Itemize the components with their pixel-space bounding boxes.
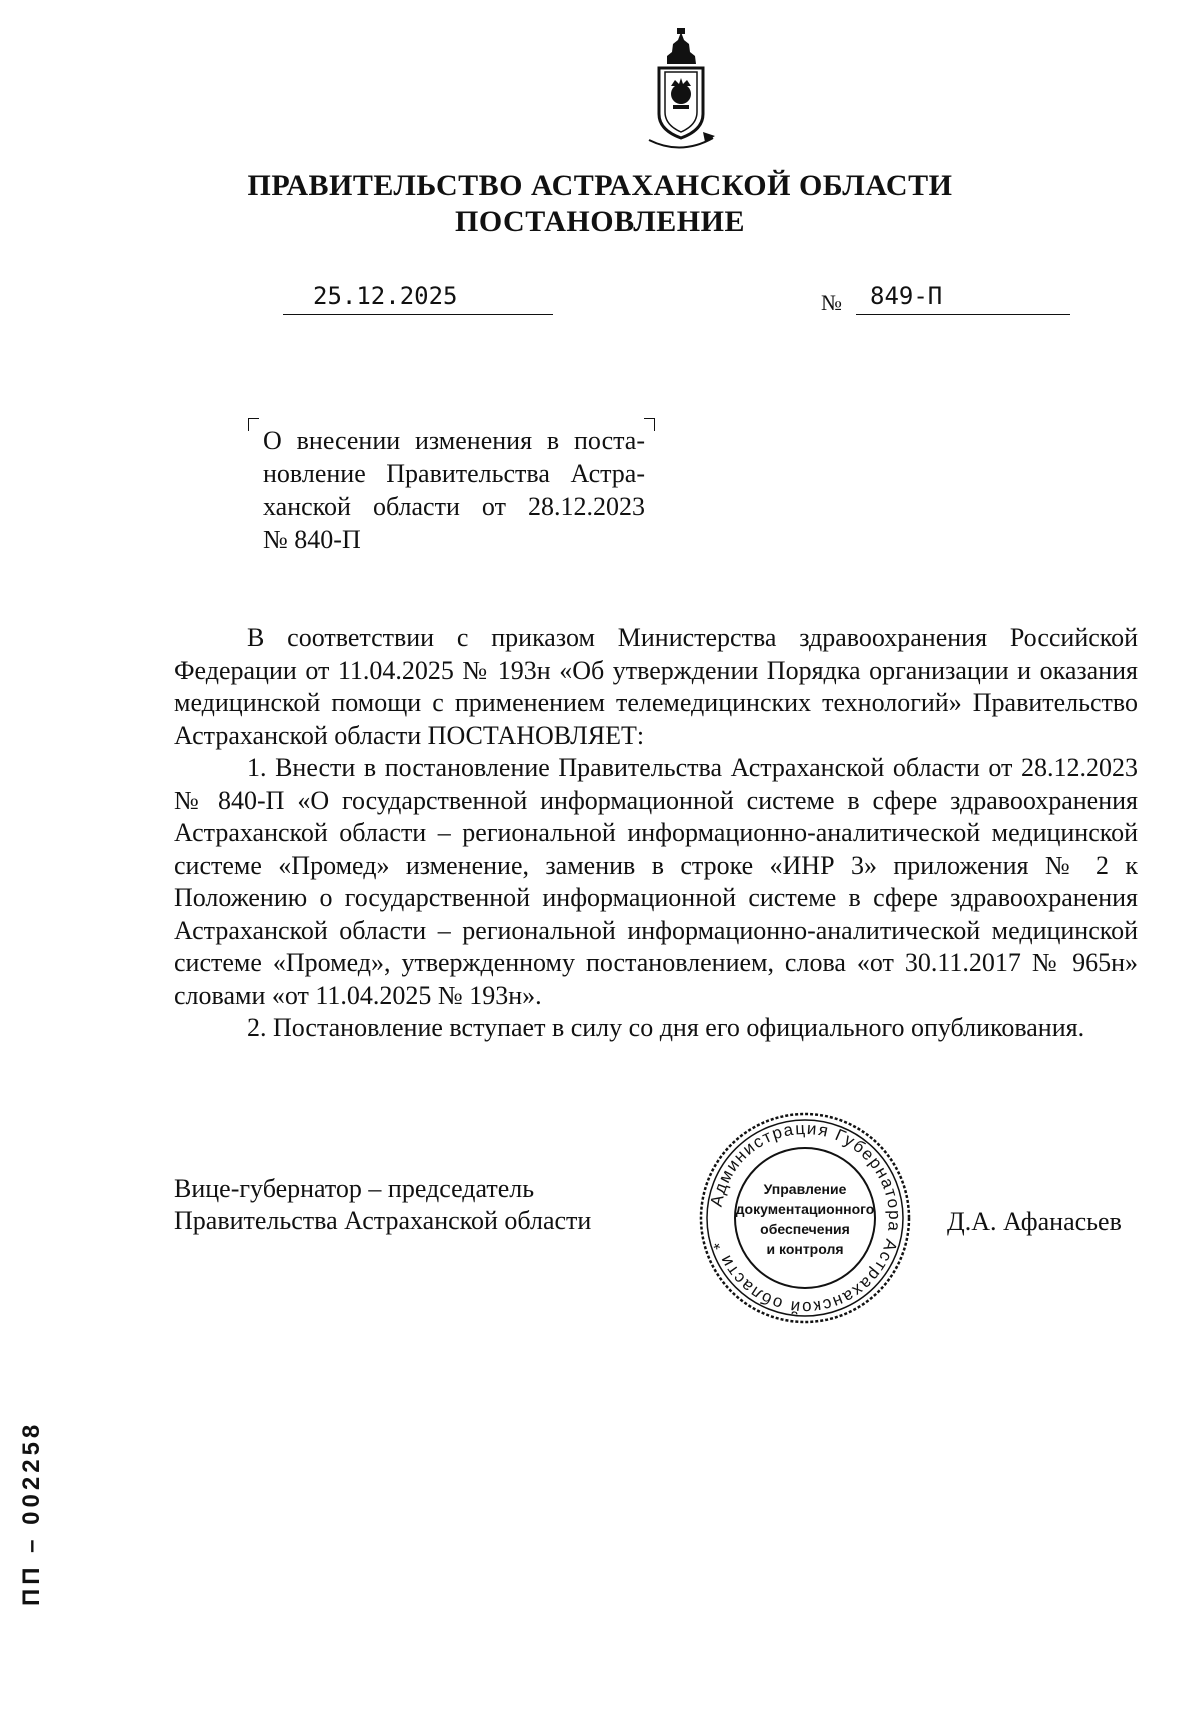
signatory-name: Д.А. Афанасьев (947, 1207, 1122, 1236)
stamp-center-line: и контроля (766, 1241, 844, 1257)
subject-line: новление Правительства Астра- (263, 459, 645, 488)
subject-corner-right (644, 418, 655, 431)
coat-of-arms-icon (643, 28, 719, 152)
stamp-center-line: документационного (735, 1201, 875, 1217)
position-line: Вице-губернатор – председатель (174, 1174, 535, 1203)
organization-title: ПРАВИТЕЛЬСТВО АСТРАХАНСКОЙ ОБЛАСТИ (247, 169, 953, 202)
stamp-center-line: обеспечения (760, 1221, 850, 1237)
date-field (283, 282, 553, 315)
document-date: 25.12.2025 (313, 282, 458, 310)
position-line: Правительства Астраханской области (174, 1206, 592, 1235)
item-1-paragraph: 1. Внести в постановление Правительства Астраханской области от 28.12.2023 № 840-П «О государственной информационной системе в сфере здравоохранения Астраханской области – региональной информационно-аналитической медицинской системе «Промед» изменение, заменив в строке «ИНР 3» приложения № 2 к Положению о государственной информационной системе в сфере здравоохранения Астраханской области – региональной информационно-аналитической медицинской системе «Промед», утвержденному постановлением, слова «от 30.11.2017 № 965н» словами «от 11.04.2025 № 193н». (174, 753, 1138, 1010)
number-sign: № (821, 290, 842, 315)
document-number: 849-П (870, 282, 943, 310)
subject-line: № 840-П (263, 525, 361, 554)
document-type: ПОСТАНОВЛЕНИЕ (455, 205, 745, 238)
item-2-paragraph: 2. Постановление вступает в силу со дня его официального опубликования. (247, 1013, 1085, 1042)
subject-line: ханской области от 28.12.2023 (263, 492, 645, 521)
document-body (174, 622, 1138, 1045)
subject-line: О внесении изменения в поста- (263, 426, 645, 455)
number-field (856, 282, 1070, 315)
stamp-ring-text: Администрация Губернатора Астраханской области * (706, 1118, 905, 1318)
signatory-position (174, 1173, 591, 1237)
official-stamp (697, 1110, 913, 1326)
stamp-center-line: Управление (763, 1181, 847, 1197)
preamble-paragraph: В соответствии с приказом Министерства здравоохранения Российской Федерации от 11.04.2025 № 193н «Об утверждении Порядка организации и оказания медицинской помощи с применением телемедицинских технологий» Правительство Астраханской области ПОСТАНОВЛЯЕТ: (174, 623, 1138, 750)
form-serial-number: ПП – 002258 (18, 1420, 45, 1606)
subject-corner-left (248, 418, 259, 431)
document-subject (263, 424, 645, 556)
